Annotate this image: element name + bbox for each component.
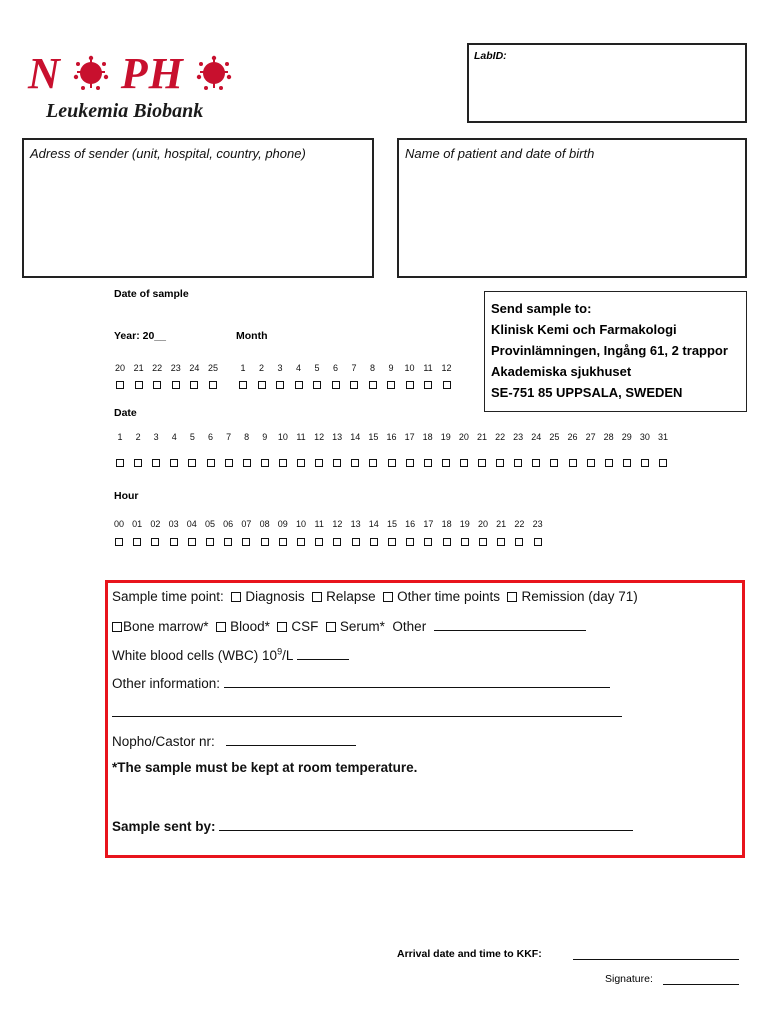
sent-by-row	[112, 817, 633, 834]
month-number: 4	[295, 363, 301, 373]
year-checkbox[interactable]	[190, 381, 198, 389]
wbc-exponent: 9	[277, 646, 283, 657]
sender-address-box[interactable]	[22, 138, 374, 278]
day-number: 10	[277, 432, 288, 442]
date-of-sample-title: Date of sample	[114, 288, 189, 300]
send-to-line-3: Akademiska sjukhuset	[491, 364, 632, 379]
diagnosis-checkbox[interactable]	[231, 592, 241, 602]
hour-number: 17	[423, 519, 434, 529]
hour-checkbox[interactable]	[115, 538, 123, 546]
bone-marrow-label: Bone marrow*	[123, 619, 209, 634]
hour-checkbox[interactable]	[515, 538, 523, 546]
hour-number: 04	[186, 519, 197, 529]
wbc-row	[112, 646, 349, 663]
year-checkbox[interactable]	[153, 381, 161, 389]
arrival-label: Arrival date and time to KKF:	[397, 948, 542, 960]
day-number: 24	[531, 432, 542, 442]
month-checkbox[interactable]	[406, 381, 414, 389]
hour-number: 02	[150, 519, 161, 529]
hour-checkbox[interactable]	[534, 538, 542, 546]
labid-label: LabID:	[474, 50, 507, 62]
day-checkbox[interactable]	[170, 459, 178, 467]
sender-address-label: Adress of sender (unit, hospital, country, phone)	[30, 146, 306, 161]
day-number: 4	[171, 432, 177, 442]
other-info-label: Other information:	[112, 676, 221, 691]
day-number: 25	[549, 432, 560, 442]
hour-number: 09	[277, 519, 288, 529]
signature-label: Signature:	[605, 973, 653, 985]
labid-box[interactable]	[467, 43, 747, 123]
month-number: 9	[388, 363, 394, 373]
day-number: 22	[495, 432, 506, 442]
csf-checkbox[interactable]	[277, 622, 287, 632]
other-info-row	[112, 674, 610, 691]
month-number: 5	[314, 363, 320, 373]
hour-checkbox[interactable]	[352, 538, 360, 546]
hour-number: 08	[259, 519, 270, 529]
year-checkbox[interactable]	[209, 381, 217, 389]
day-checkbox[interactable]	[261, 459, 269, 467]
room-temp-note: *The sample must be kept at room temperature.	[112, 760, 418, 775]
patient-info-label: Name of patient and date of birth	[405, 146, 595, 161]
day-checkbox[interactable]	[460, 459, 468, 467]
bone-marrow-checkbox[interactable]	[112, 622, 122, 632]
day-checkbox[interactable]	[388, 459, 396, 467]
logo-subtitle: Leukemia Biobank	[46, 100, 204, 122]
logo-letter-n: N	[28, 49, 61, 98]
hour-checkbox[interactable]	[497, 538, 505, 546]
day-number: 16	[386, 432, 397, 442]
month-number: 10	[404, 363, 415, 373]
month-checkbox[interactable]	[295, 381, 303, 389]
month-checkbox[interactable]	[239, 381, 247, 389]
day-checkbox[interactable]	[116, 459, 124, 467]
month-checkbox[interactable]	[443, 381, 451, 389]
month-number: 6	[332, 363, 338, 373]
day-checkbox[interactable]	[496, 459, 504, 467]
remission-checkbox[interactable]	[507, 592, 517, 602]
hour-checkbox[interactable]	[279, 538, 287, 546]
wbc-field[interactable]	[297, 646, 349, 660]
hour-checkbox[interactable]	[424, 538, 432, 546]
day-number: 11	[296, 432, 306, 442]
csf-label: CSF	[291, 619, 319, 634]
day-number: 18	[422, 432, 433, 442]
day-number: 6	[207, 432, 213, 442]
logo-letters-ph: PH	[120, 49, 184, 98]
year-number: 20	[114, 363, 125, 373]
day-checkbox[interactable]	[623, 459, 631, 467]
day-number: 14	[350, 432, 361, 442]
month-number: 11	[423, 363, 433, 373]
day-checkbox[interactable]	[207, 459, 215, 467]
day-number: 17	[404, 432, 415, 442]
day-checkbox[interactable]	[605, 459, 613, 467]
hour-number: 19	[459, 519, 470, 529]
month-number: 7	[351, 363, 357, 373]
hour-number: 00	[113, 519, 124, 529]
year-checkbox[interactable]	[116, 381, 124, 389]
hour-number: 14	[368, 519, 379, 529]
wbc-label: White blood cells (WBC) 10	[112, 648, 278, 663]
blood-splat-icon	[196, 55, 232, 91]
month-checkbox[interactable]	[258, 381, 266, 389]
month-number: 1	[240, 363, 246, 373]
send-to-heading: Send sample to:	[491, 301, 592, 316]
relapse-checkbox[interactable]	[312, 592, 322, 602]
hour-number: 20	[477, 519, 488, 529]
day-checkbox[interactable]	[134, 459, 142, 467]
month-checkbox[interactable]	[369, 381, 377, 389]
other-time-points-checkbox[interactable]	[383, 592, 393, 602]
day-checkbox[interactable]	[243, 459, 251, 467]
month-checkbox[interactable]	[332, 381, 340, 389]
hour-number: 06	[223, 519, 234, 529]
day-number: 2	[135, 432, 141, 442]
hour-number: 10	[295, 519, 306, 529]
hour-number: 01	[132, 519, 143, 529]
day-number: 1	[117, 432, 123, 442]
serum-label: Serum*	[339, 619, 385, 634]
month-checkbox[interactable]	[276, 381, 284, 389]
blood-label: Blood*	[230, 619, 270, 634]
hour-checkbox[interactable]	[206, 538, 214, 546]
day-checkbox[interactable]	[659, 459, 667, 467]
day-checkbox[interactable]	[478, 459, 486, 467]
day-checkbox[interactable]	[225, 459, 233, 467]
day-number: 5	[189, 432, 195, 442]
nopho-logo	[28, 44, 232, 104]
day-number: 20	[458, 432, 469, 442]
arrival-field[interactable]	[573, 948, 739, 960]
hour-checkbox[interactable]	[224, 538, 232, 546]
hour-number: 23	[532, 519, 543, 529]
hour-checkbox[interactable]	[297, 538, 305, 546]
timepoint-row	[112, 589, 638, 604]
send-sample-address-box	[484, 291, 747, 412]
day-number: 7	[226, 432, 232, 442]
other-material-field[interactable]	[434, 617, 586, 631]
send-to-line-4: SE-751 85 UPPSALA, SWEDEN	[491, 385, 683, 400]
month-number: 12	[441, 363, 452, 373]
send-to-line-2: Provinlämningen, Ingång 61, 2 trappor	[491, 343, 728, 358]
day-checkbox[interactable]	[569, 459, 577, 467]
other-info-field[interactable]	[224, 674, 610, 688]
year-number: 25	[207, 363, 218, 373]
date-label: Date	[114, 407, 137, 419]
hour-number: 07	[241, 519, 252, 529]
timepoint-label: Sample time point:	[112, 589, 224, 604]
day-checkbox[interactable]	[315, 459, 323, 467]
day-number: 31	[657, 432, 668, 442]
hour-checkbox[interactable]	[170, 538, 178, 546]
nopho-field[interactable]	[226, 732, 356, 746]
day-checkbox[interactable]	[152, 459, 160, 467]
day-checkbox[interactable]	[442, 459, 450, 467]
nopho-label: Nopho/Castor nr:	[112, 734, 215, 749]
hour-checkbox[interactable]	[261, 538, 269, 546]
patient-info-box[interactable]	[397, 138, 747, 278]
sent-by-label: Sample sent by:	[112, 819, 216, 834]
other-info-row-2	[112, 703, 622, 720]
day-checkbox[interactable]	[587, 459, 595, 467]
send-to-line-1: Klinisk Kemi och Farmakologi	[491, 322, 677, 337]
hour-checkbox[interactable]	[151, 538, 159, 546]
remission-label: Remission (day 71)	[521, 589, 638, 604]
hour-checkbox[interactable]	[242, 538, 250, 546]
month-checkbox[interactable]	[350, 381, 358, 389]
month-number: 3	[277, 363, 283, 373]
hour-checkbox[interactable]	[188, 538, 196, 546]
hour-checkbox[interactable]	[479, 538, 487, 546]
hour-number: 22	[514, 519, 525, 529]
wbc-unit: /L	[282, 648, 293, 663]
month-number: 2	[258, 363, 264, 373]
month-number: 8	[369, 363, 375, 373]
hour-checkbox[interactable]	[315, 538, 323, 546]
hour-checkbox[interactable]	[388, 538, 396, 546]
day-number: 19	[440, 432, 451, 442]
hour-checkbox[interactable]	[133, 538, 141, 546]
relapse-label: Relapse	[326, 589, 376, 604]
day-number: 28	[603, 432, 614, 442]
month-checkbox[interactable]	[387, 381, 395, 389]
year-number: 21	[133, 363, 144, 373]
day-checkbox[interactable]	[514, 459, 522, 467]
hour-number: 15	[386, 519, 397, 529]
day-checkbox[interactable]	[532, 459, 540, 467]
hour-number: 13	[350, 519, 361, 529]
hour-label: Hour	[114, 490, 139, 502]
year-number: 24	[189, 363, 200, 373]
day-number: 26	[567, 432, 578, 442]
day-number: 13	[332, 432, 343, 442]
blood-splat-icon	[73, 55, 109, 91]
month-label: Month	[236, 330, 268, 342]
day-number: 8	[244, 432, 250, 442]
hour-number: 05	[204, 519, 215, 529]
hour-number: 03	[168, 519, 179, 529]
hour-checkbox[interactable]	[406, 538, 414, 546]
month-checkbox[interactable]	[313, 381, 321, 389]
month-checkbox[interactable]	[424, 381, 432, 389]
day-checkbox[interactable]	[351, 459, 359, 467]
other-time-points-label: Other time points	[397, 589, 500, 604]
hour-checkbox[interactable]	[461, 538, 469, 546]
year-label: Year: 20__	[114, 330, 166, 342]
year-number: 23	[170, 363, 181, 373]
day-checkbox[interactable]	[333, 459, 341, 467]
hour-number: 18	[441, 519, 452, 529]
year-checkbox[interactable]	[172, 381, 180, 389]
day-number: 30	[639, 432, 650, 442]
day-number: 29	[621, 432, 632, 442]
blood-checkbox[interactable]	[216, 622, 226, 632]
hour-checkbox[interactable]	[333, 538, 341, 546]
day-checkbox[interactable]	[188, 459, 196, 467]
sent-by-field[interactable]	[219, 817, 633, 831]
hour-checkbox[interactable]	[443, 538, 451, 546]
day-number: 21	[476, 432, 487, 442]
day-number: 23	[513, 432, 524, 442]
day-checkbox[interactable]	[297, 459, 305, 467]
hour-number: 16	[405, 519, 416, 529]
nopho-row	[112, 732, 356, 749]
hour-number: 11	[314, 519, 324, 529]
day-number: 15	[368, 432, 379, 442]
day-checkbox[interactable]	[279, 459, 287, 467]
year-checkbox[interactable]	[135, 381, 143, 389]
day-checkbox[interactable]	[641, 459, 649, 467]
day-number: 27	[585, 432, 596, 442]
serum-checkbox[interactable]	[326, 622, 336, 632]
diagnosis-label: Diagnosis	[245, 589, 305, 604]
day-number: 3	[153, 432, 159, 442]
year-number: 22	[152, 363, 163, 373]
day-checkbox[interactable]	[406, 459, 414, 467]
day-number: 9	[262, 432, 268, 442]
hour-number: 21	[496, 519, 507, 529]
other-info-field-2[interactable]	[112, 703, 622, 717]
day-checkbox[interactable]	[424, 459, 432, 467]
hour-number: 12	[332, 519, 343, 529]
material-row	[112, 617, 586, 634]
day-number: 12	[314, 432, 325, 442]
signature-field[interactable]	[663, 973, 739, 985]
day-checkbox[interactable]	[550, 459, 558, 467]
day-checkbox[interactable]	[369, 459, 377, 467]
other-material-label: Other	[392, 619, 427, 634]
hour-checkbox[interactable]	[370, 538, 378, 546]
